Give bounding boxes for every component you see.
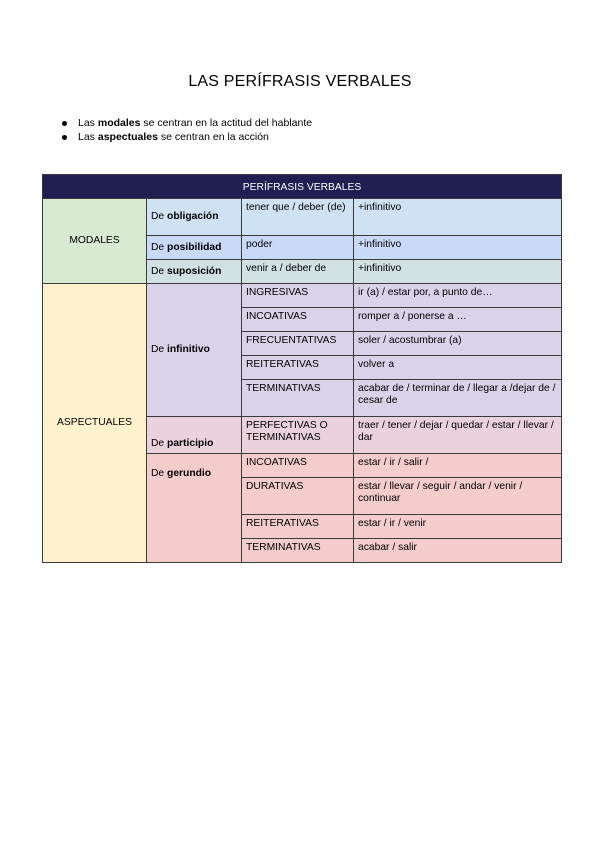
examples-cell: volver a [354, 356, 562, 380]
form-cell: +infinitivo [354, 236, 562, 260]
examples-cell: ir (a) / estar por, a punto de… [354, 284, 562, 308]
subtype-infinitivo: De infinitivo [147, 284, 242, 417]
category-aspectuales: ASPECTUALES [43, 284, 147, 563]
examples-cell: acabar / salir [354, 539, 562, 563]
verb-cell: poder [242, 236, 354, 260]
examples-cell: traer / tener / dejar / quedar / estar / llevar / dar [354, 417, 562, 454]
subtype-suposicion: De suposición [147, 260, 242, 284]
aspect-type-cell: REITERATIVAS [242, 515, 354, 539]
examples-cell: estar / llevar / seguir / andar / venir / continuar [354, 478, 562, 515]
aspect-type-cell: PERFECTIVAS O TERMINATIVAS [242, 417, 354, 454]
form-cell: +infinitivo [354, 199, 562, 236]
table-header: PERÍFRASIS VERBALES [43, 175, 562, 199]
aspect-type-cell: TERMINATIVAS [242, 539, 354, 563]
subtype-obligacion: De obligación [147, 199, 242, 236]
subtype-posibilidad: De posibilidad [147, 236, 242, 260]
examples-cell: acabar de / terminar de / llegar a /dejar de / cesar de [354, 380, 562, 417]
periphrasis-table [42, 174, 562, 563]
aspect-type-cell: REITERATIVAS [242, 356, 354, 380]
examples-cell: soler / acostumbrar (a) [354, 332, 562, 356]
aspect-type-cell: DURATIVAS [242, 478, 354, 515]
aspect-type-cell: INGRESIVAS [242, 284, 354, 308]
category-modales: MODALES [43, 199, 147, 284]
aspect-type-cell: FRECUENTATIVAS [242, 332, 354, 356]
examples-cell: romper a / ponerse a … [354, 308, 562, 332]
examples-cell: estar / ir / salir / [354, 454, 562, 478]
subtype-participio: De participio [147, 417, 242, 454]
aspect-type-cell: TERMINATIVAS [242, 380, 354, 417]
list-item-aspectuales: Las aspectuales se centran en la acción [62, 130, 312, 144]
examples-cell: estar / ir / venir [354, 515, 562, 539]
verb-cell: venir a / deber de [242, 260, 354, 284]
aspect-type-cell: INCOATIVAS [242, 454, 354, 478]
subtype-gerundio: De gerundio [147, 454, 242, 563]
form-cell: +infinitivo [354, 260, 562, 284]
page-title: LAS PERÍFRASIS VERBALES [188, 73, 412, 90]
aspect-type-cell: INCOATIVAS [242, 308, 354, 332]
intro-list [62, 116, 312, 144]
verb-cell: tener que / deber (de) [242, 199, 354, 236]
list-item-modales: Las modales se centran en la actitud del hablante [62, 116, 312, 130]
